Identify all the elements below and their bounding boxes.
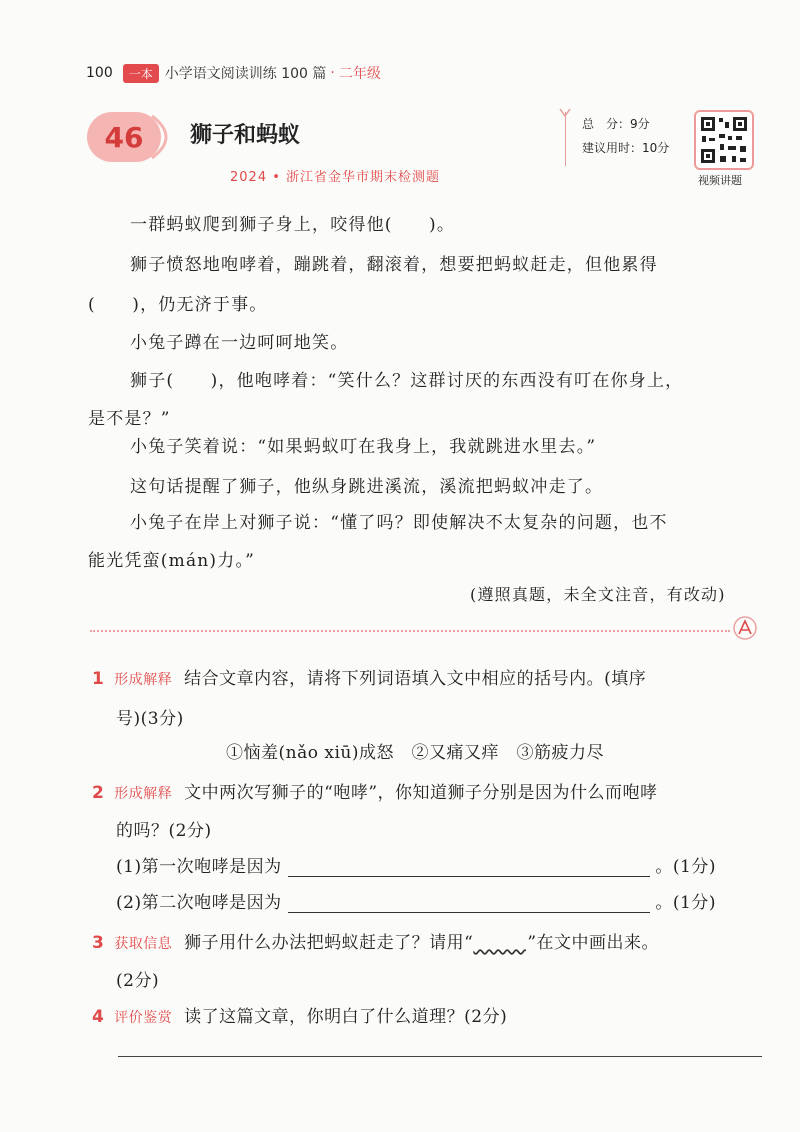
question-2-cont: 的吗？(2分) bbox=[116, 821, 212, 841]
book-series-title: 小学语文阅读训练 100 篇 bbox=[164, 66, 327, 82]
lesson-source: 2024 • 浙江省金华市期末检测题 bbox=[230, 170, 441, 185]
question-text-end: ”在文中画出来。 bbox=[527, 933, 660, 953]
question-4 bbox=[92, 1002, 507, 1027]
question-3 bbox=[92, 928, 659, 953]
question-2-sub-2 bbox=[116, 888, 716, 913]
question-number: 1 bbox=[92, 669, 105, 689]
question-1 bbox=[92, 664, 646, 689]
grade-label: 二年级 bbox=[338, 66, 381, 82]
suggested-time: 建议用时：10分 bbox=[582, 141, 670, 155]
lesson-title: 狮子和蚂蚁 bbox=[190, 123, 301, 148]
question-text: 文中两次写狮子的“咆哮”，你知道狮子分别是因为什么而咆哮 bbox=[184, 783, 658, 803]
question-2-sub-1 bbox=[116, 852, 716, 877]
sub-question-text: (2)第二次咆哮是因为 bbox=[116, 893, 282, 913]
question-number: 4 bbox=[92, 1007, 105, 1027]
question-2 bbox=[92, 778, 658, 803]
sub-question-points: 。(1分) bbox=[655, 893, 716, 913]
question-type-tag: 获取信息 bbox=[114, 936, 173, 952]
sub-question-text: (1)第一次咆哮是因为 bbox=[116, 857, 282, 877]
passage-line-2: 狮子愤怒地咆哮着，蹦跳着，翻滚着，想要把蚂蚁赶走，但他累得 bbox=[130, 255, 658, 275]
page-number: 100 bbox=[86, 65, 113, 81]
passage-line-9: 小兔子在岸上对狮子说：“懂了吗？即使解决不太复杂的问题，也不 bbox=[130, 513, 668, 533]
question-3-cont: (2分) bbox=[116, 971, 160, 991]
passage-line-3: ( )，仍无济于事。 bbox=[88, 295, 268, 315]
pencil-ruler-icon bbox=[730, 612, 760, 642]
lesson-number: 46 bbox=[104, 120, 144, 154]
question-text: 狮子用什么办法把蚂蚁赶走了？请用“ bbox=[184, 933, 474, 953]
passage-line-7: 小兔子笑着说：“如果蚂蚁叮在我身上，我就跳进水里去。” bbox=[130, 437, 597, 457]
passage-line-10: 能光凭蛮(mán)力。” bbox=[88, 551, 256, 571]
publisher-logo: 一本 bbox=[123, 64, 159, 83]
passage-line-8: 这句话提醒了狮子，他纵身跳进溪流，溪流把蚂蚁冲走了。 bbox=[130, 477, 604, 497]
passage-line-1: 一群蚂蚁爬到狮子身上，咬得他( )。 bbox=[130, 215, 456, 235]
question-text: 结合文章内容，请将下列词语填入文中相应的括号内。(填序 bbox=[184, 669, 647, 689]
video-explanation-caption: 视频讲题 bbox=[698, 174, 742, 187]
question-number: 2 bbox=[92, 783, 105, 803]
wavy-line-symbol bbox=[473, 928, 527, 953]
answer-line-4[interactable] bbox=[118, 1056, 762, 1057]
score-panel bbox=[565, 112, 681, 166]
passage-note: (遵照真题，未全文注音，有改动) bbox=[470, 585, 726, 604]
answer-blank-2[interactable] bbox=[288, 894, 650, 913]
passage-line-6: 是不是？” bbox=[88, 409, 171, 429]
question-number: 3 bbox=[92, 933, 105, 953]
section-divider bbox=[90, 630, 730, 632]
question-1-options: ①恼羞(nǎo xiū)成怒 ②又痛又痒 ③筋疲力尽 bbox=[226, 743, 604, 763]
question-1-cont: 号)(3分) bbox=[116, 709, 184, 729]
passage-line-4: 小兔子蹲在一边呵呵地笑。 bbox=[130, 333, 349, 353]
qr-code-icon[interactable] bbox=[694, 110, 754, 170]
badge-arc-decoration bbox=[150, 112, 190, 162]
header-separator: · bbox=[330, 65, 335, 81]
total-score: 总 分：9分 bbox=[582, 117, 650, 131]
page-header bbox=[86, 62, 381, 84]
sub-question-points: 。(1分) bbox=[655, 857, 716, 877]
answer-blank-1[interactable] bbox=[288, 858, 650, 877]
passage-line-5: 狮子( )，他咆哮着：“笑什么？这群讨厌的东西没有叮在你身上， bbox=[130, 371, 684, 391]
question-type-tag: 形成解释 bbox=[114, 786, 173, 802]
question-type-tag: 形成解释 bbox=[114, 672, 173, 688]
question-text: 读了这篇文章，你明白了什么道理？(2分) bbox=[184, 1007, 508, 1027]
question-type-tag: 评价鉴赏 bbox=[114, 1010, 173, 1026]
